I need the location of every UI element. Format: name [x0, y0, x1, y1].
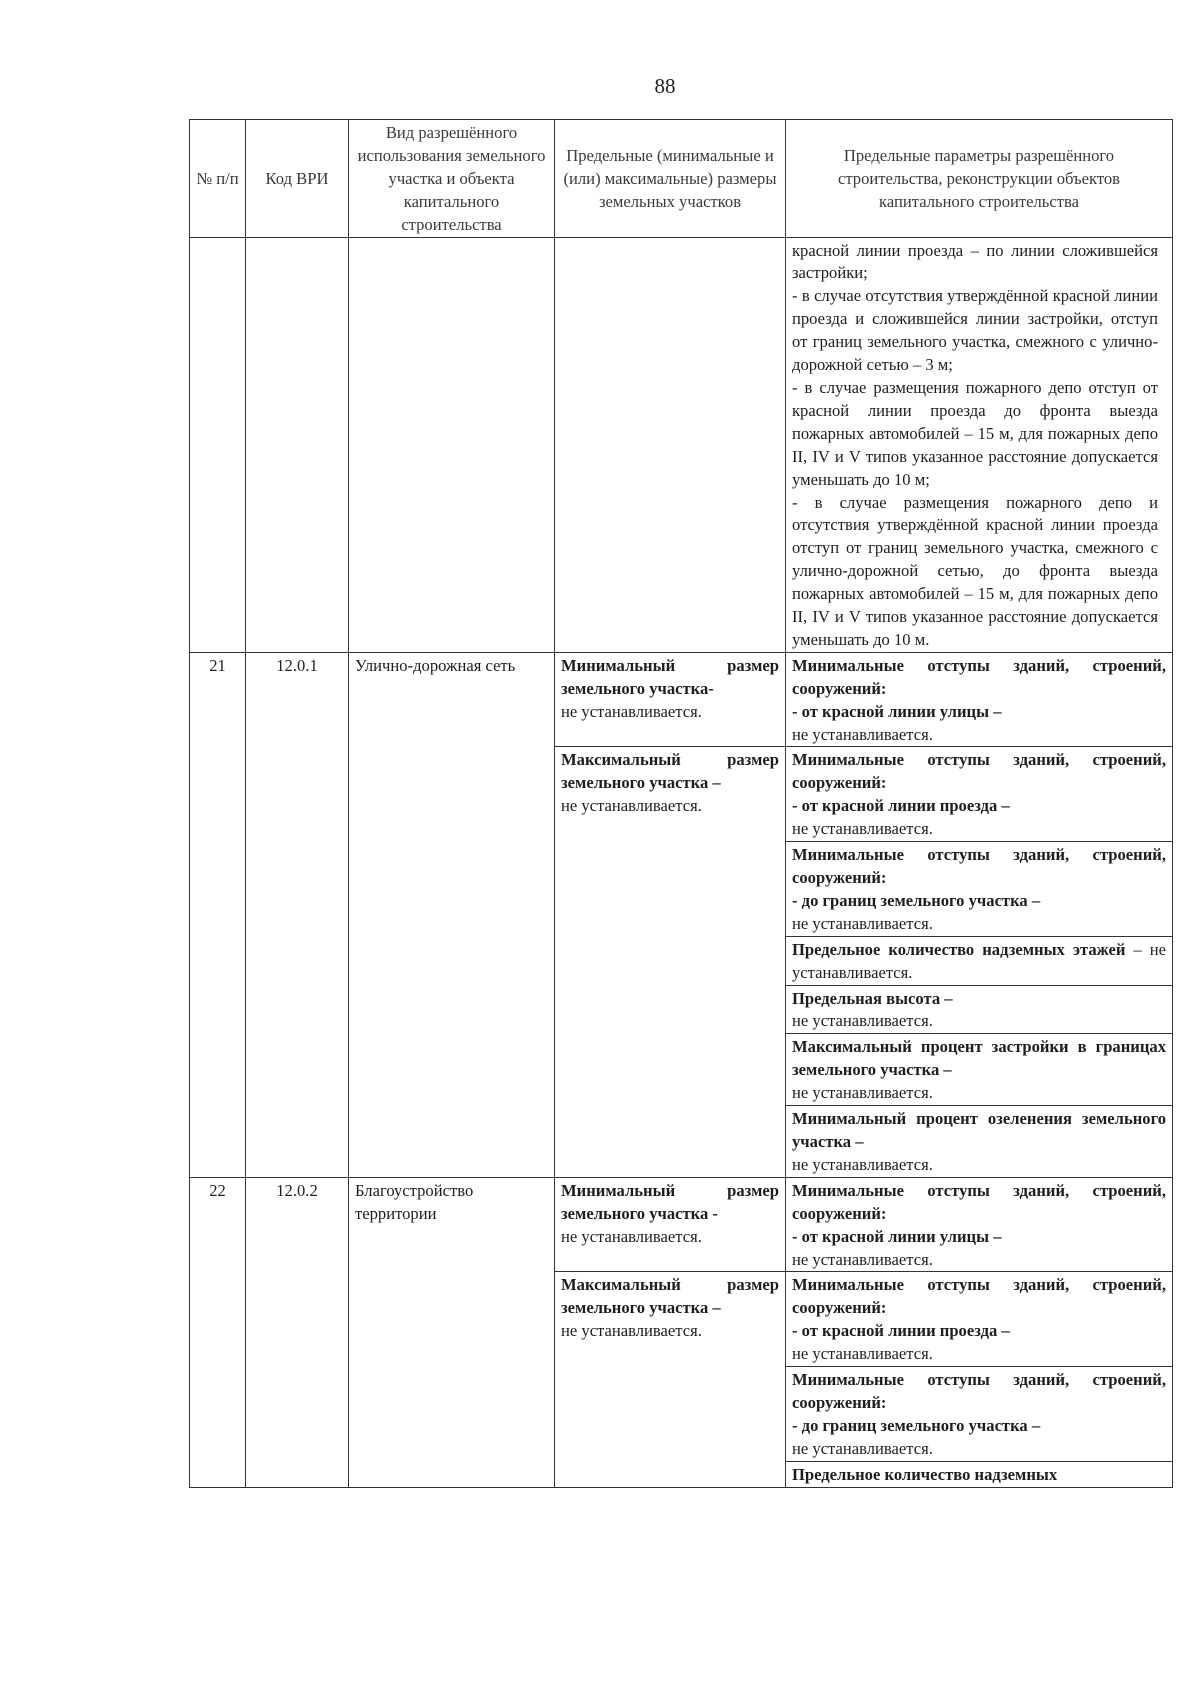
row21-min-size-title: Минимальный размер земельного участка- — [561, 655, 779, 698]
header-code: Код ВРИ — [246, 120, 349, 238]
header-params: Предельные параметры разрешённого строительства, реконструкции объектов капитального строительства — [786, 120, 1173, 238]
row21-param-1 — [786, 652, 1173, 747]
cont-para-4: - в случае размещения пожарного депо и отсутствия утверждённой красной линии проезда отступ от границ земельного участка, смежного с улично-дорожной сетью, до фронта выезда пожарных автомобилей – 15 м, для пожарных депо II, IV и V типов указанное расстояние допускается уменьшать до 10 м. — [792, 492, 1158, 649]
row21-param6-value: не устанавливается. — [792, 1083, 933, 1103]
row22-param-2 — [786, 1272, 1173, 1367]
row22-param1-title: Минимальные отступы зданий, строений, сооружений: — [792, 1180, 1166, 1223]
row22-vid: Благоустройство территории — [349, 1177, 555, 1487]
row21-param7-title: Минимальный процент озеленения земельного участка – — [792, 1109, 1166, 1151]
row21-param2-sub: - от красной линии проезда – — [792, 796, 1010, 816]
row22-param1-value: не устанавливается. — [792, 1249, 933, 1269]
row22-max-size — [555, 1272, 786, 1487]
row22-num: 22 — [190, 1177, 246, 1487]
row21-param2-title: Минимальные отступы зданий, строений, сооружений: — [792, 750, 1166, 793]
row21-param5-value: не устанавливается. — [792, 1011, 933, 1031]
row22-code: 12.0.2 — [246, 1177, 349, 1487]
row21-param1-sub: - от красной линии улицы – — [792, 701, 1002, 721]
row21-param4-title: Предельное количество надземных этажей — [792, 939, 1126, 959]
row21-param3-value: не устанавливается. — [792, 913, 933, 933]
row22-param3-title: Минимальные отступы зданий, строений, сооружений: — [792, 1370, 1166, 1412]
row21-param-2 — [786, 747, 1173, 842]
row22-param-1 — [786, 1177, 1173, 1272]
row21-param-7 — [786, 1106, 1173, 1178]
row21-vid: Улично-дорожная сеть — [349, 652, 555, 1177]
regulations-table-container — [189, 119, 1173, 1488]
row22-param-4 — [786, 1461, 1173, 1487]
cont-vid-cell — [349, 237, 555, 652]
row21-param3-sub: - до границ земельного участка – — [792, 890, 1041, 910]
cont-para-2: - в случае отсутствия утверждённой красной линии проезда и сложившейся линии застройки, отступ от границ земельного участка, смежного с улично-дорожной сетью – 3 м; — [792, 286, 1158, 375]
row21-max-size — [555, 747, 786, 1177]
row21-param-5 — [786, 985, 1173, 1034]
row21-param-6 — [786, 1034, 1173, 1106]
row21-max-size-value: не устанавливается. — [561, 796, 702, 816]
header-vid: Вид разрешённого использования земельного участка и объекта капитального строительства — [349, 120, 555, 238]
row21-max-size-title: Максимальный размер земельного участка – — [561, 750, 779, 793]
row22-param2-title: Минимальные отступы зданий, строений, сооружений: — [792, 1275, 1166, 1318]
cont-params-cell — [786, 237, 1173, 652]
table-row-21 — [190, 652, 1173, 747]
row22-max-size-value: не устанавливается. — [561, 1321, 702, 1341]
row22-min-size — [555, 1177, 786, 1272]
cont-num-cell — [190, 237, 246, 652]
row21-param7-value: не устанавливается. — [792, 1154, 933, 1174]
row22-param-3 — [786, 1367, 1173, 1462]
row22-param3-value: не устанавливается. — [792, 1438, 933, 1458]
row21-min-size — [555, 652, 786, 747]
row22-param4-title: Предельное количество надземных — [792, 1464, 1058, 1484]
row21-code: 12.0.1 — [246, 652, 349, 1177]
row21-param5-title: Предельная высота – — [792, 988, 953, 1008]
regulations-table — [189, 119, 1173, 1488]
cont-size-cell — [555, 237, 786, 652]
row21-param1-title: Минимальные отступы зданий, строений, сооружений: — [792, 655, 1166, 698]
row21-param-3 — [786, 842, 1173, 937]
header-num: № п/п — [190, 120, 246, 238]
table-row-22 — [190, 1177, 1173, 1272]
table-header-row — [190, 120, 1173, 238]
page-number: 88 — [654, 74, 676, 98]
row21-param-4 — [786, 936, 1173, 985]
row22-param3-sub: - до границ земельного участка – — [792, 1415, 1041, 1435]
row22-max-size-title: Максимальный размер земельного участка – — [561, 1275, 779, 1318]
row21-param3-title: Минимальные отступы зданий, строений, сооружений: — [792, 845, 1166, 887]
cont-code-cell — [246, 237, 349, 652]
row21-param6-title: Максимальный процент застройки в границах земельного участка – — [792, 1037, 1166, 1080]
row22-param1-sub: - от красной линии улицы – — [792, 1226, 1002, 1246]
row22-param2-sub: - от красной линии проезда – — [792, 1321, 1010, 1341]
row21-num: 21 — [190, 652, 246, 1177]
cont-para-3: - в случае размещения пожарного депо отступ от красной линии проезда до фронта выезда пожарных автомобилей – 15 м, для пожарных депо II, IV и V типов указанное расстояние допускается уменьшать до 10 м; — [792, 377, 1158, 489]
row21-param2-value: не устанавливается. — [792, 819, 933, 839]
cont-para-1: красной линии проезда – по линии сложившейся застройки; — [792, 240, 1158, 283]
continuation-row — [190, 237, 1173, 652]
row22-min-size-title: Минимальный размер земельного участка - — [561, 1180, 779, 1223]
row21-param4-value: – не устанавливается. — [792, 939, 1166, 982]
row22-param2-value: не устанавливается. — [792, 1344, 933, 1364]
row21-min-size-value: не устанавливается. — [561, 701, 702, 721]
row21-param1-value: не устанавливается. — [792, 724, 933, 744]
row22-min-size-value: не устанавливается. — [561, 1226, 702, 1246]
header-size: Предельные (минимальные и (или) максимальные) размеры земельных участков — [555, 120, 786, 238]
